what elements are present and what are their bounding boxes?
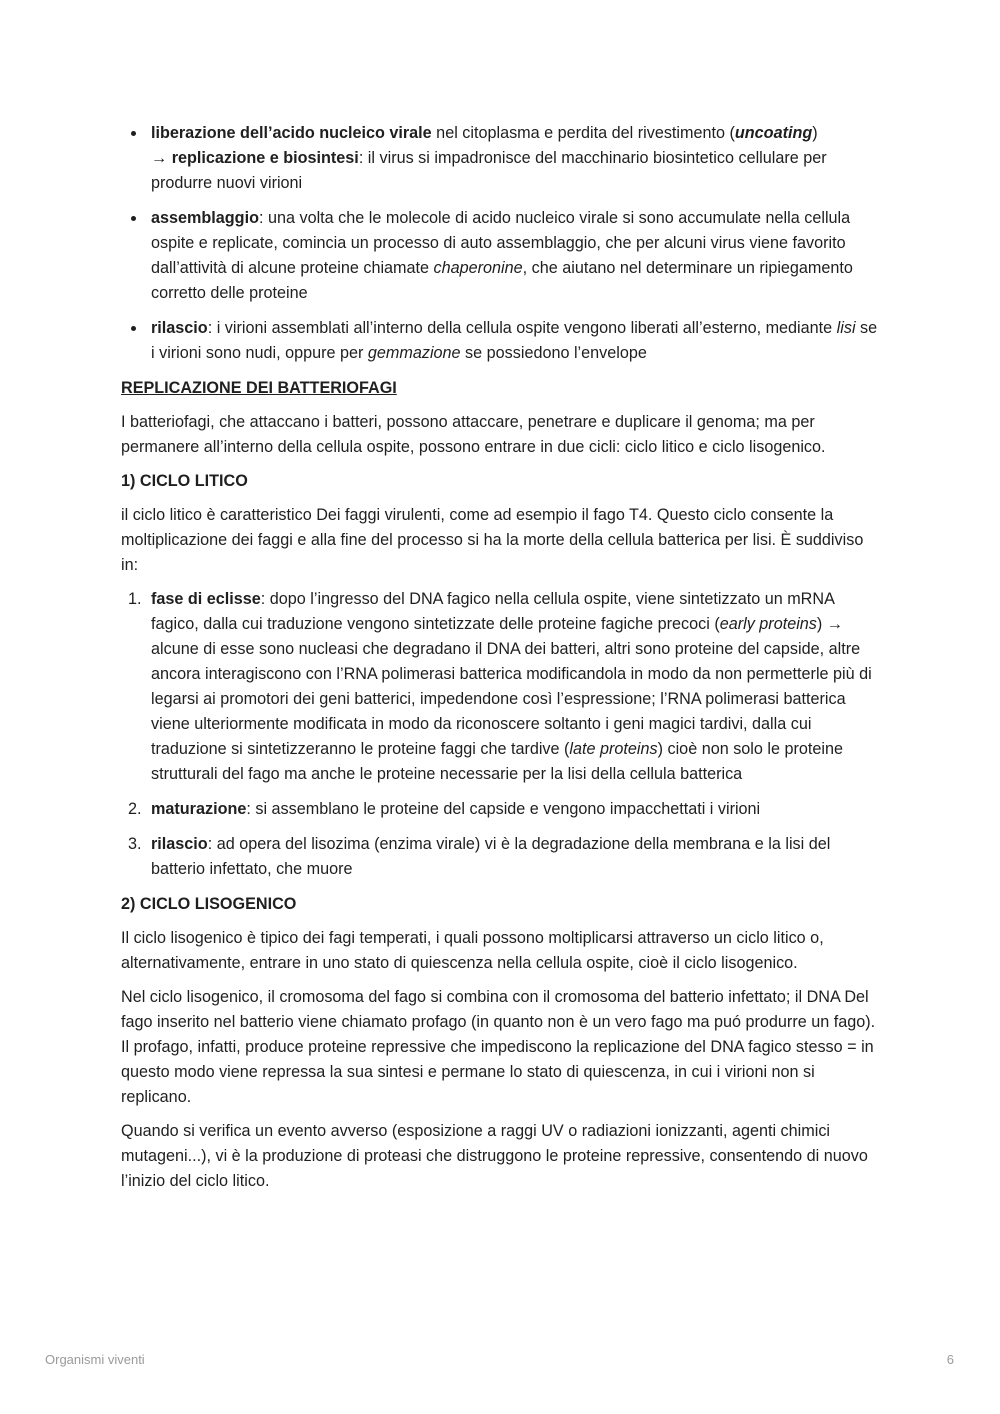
intro-paragraph: I batteriofagi, che attaccano i batteri, possono attaccare, penetrare e duplicare il genoma; ma per permanere all’interno della cellula ospite, possono entrare in due cicli: ciclo litico e ciclo lisogenico. — [121, 413, 826, 456]
list-item: 1. fase di eclisse: dopo l’ingresso del DNA fagico nella cellula ospite, viene sintetizzato un mRNA fagico, dalla cui traduzione vengono sintetizzate delle proteine fagiche precoci (early proteins) → alcune di esse sono nucleasi che degradano il DNA dei batteri, altri sono proteine del capside, altre ancora interagiscono con l’RNA polimerasi batterica modificandola in modo da non permetterle più di legarsi ai promotori dei geni batterici, impedendone così l’espressione; l’RNA polimerasi batterica viene ulteriormente modificata in modo da riconoscere soltanto i geni magici tardivi, dalla cui traduzione si sintetizzeranno le proteine faggi che tardive (late proteins) cioè non solo le proteine strutturali del fago ma anche le proteine necessarie per la lisi della cellula batterica — [121, 587, 881, 787]
term-lisi: lisi — [836, 319, 856, 337]
numbered-list — [121, 587, 881, 882]
term-assemblaggio: assemblaggio — [151, 209, 259, 227]
list-number: 3. — [128, 835, 142, 853]
lisogenico-paragraph-3: Quando si verifica un evento avverso (esposizione a raggi UV o radiazioni ionizzanti, agenti chimici mutageni...), vi è la produzione di proteasi che distruggono le proteine repressive, consentendo di nuovo l’inizio del ciclo litico. — [121, 1122, 868, 1190]
term-early-proteins: early proteins — [719, 615, 817, 633]
term-rilascio: rilascio — [151, 319, 208, 337]
footer-document-title: Organismi viventi — [45, 1352, 145, 1367]
term-liberazione: liberazione dell’acido nucleico virale — [151, 124, 432, 142]
arrow-icon: → — [151, 149, 172, 167]
list-item: 3. rilascio: ad opera del lisozima (enzima virale) vi è la degradazione della membrana e la lisi del batterio infettato, che muore — [121, 832, 881, 882]
term-chaperonine: chaperonine — [433, 259, 523, 277]
list-number: 2. — [128, 800, 142, 818]
litico-intro-paragraph: il ciclo litico è caratteristico Dei faggi virulenti, come ad esempio il fago T4. Questo ciclo consente la moltiplicazione dei faggi e alla fine del processo si ha la morte della cellula batterica per lisi. È suddiviso in: — [121, 506, 864, 574]
lisogenico-paragraph-1: Il ciclo lisogenico è tipico dei fagi temperati, i quali possono moltiplicarsi attraverso un ciclo litico o, alternativamente, entrare in uno stato di quiescenza nella cellula ospite, cioè il ciclo lisogenico. — [121, 929, 824, 972]
term-replicazione: replicazione e biosintesi — [171, 149, 359, 167]
footer-page-number: 6 — [946, 1352, 954, 1367]
term-fase-eclisse: fase di eclisse — [151, 590, 261, 608]
term-rilascio: rilascio — [151, 835, 208, 853]
term-late-proteins: late proteins — [569, 740, 658, 758]
lisogenico-paragraph-2: Nel ciclo lisogenico, il cromosoma del fago si combina con il cromosoma del batterio infettato; il DNA Del fago inserito nel batterio viene chiamato profago (in quanto non è un vero fago ma puó produrre un fago). Il profago, infatti, produce proteine repressive che impediscono la replicazione del DNA fagico stesso = in questo modo viene repressa la sua sintesi e permane lo stato di quiescenza, in cui i virioni non si replicano. — [121, 988, 876, 1106]
litico-title: 1) CICLO LITICO — [121, 472, 248, 490]
term-uncoating: uncoating — [734, 124, 813, 142]
list-number: 1. — [128, 590, 142, 608]
term-gemmazione: gemmazione — [367, 344, 461, 362]
bullet-list — [121, 121, 881, 366]
lisogenico-title: 2) CICLO LISOGENICO — [121, 895, 297, 913]
list-item: 2. maturazione: si assemblano le proteine del capside e vengono impacchettati i virioni — [121, 797, 881, 822]
list-item: rilascio: i virioni assemblati all’interno della cellula ospite vengono liberati all’esterno, mediante lisi se i virioni sono nudi, oppure per gemmazione se possiedono l’envelope — [121, 316, 881, 366]
section-title: REPLICAZIONE DEI BATTERIOFAGI — [121, 379, 397, 397]
list-item: assemblaggio: una volta che le molecole di acido nucleico virale si sono accumulate nella cellula ospite e replicate, comincia un processo di auto assemblaggio, che per alcuni virus viene favorito dall’attività di alcune proteine chiamate chaperonine, che aiutano nel determinare un ripiegamento corretto delle proteine — [121, 206, 881, 306]
list-item: liberazione dell’acido nucleico virale nel citoplasma e perdita del rivestimento (uncoating) → replicazione e biosintesi: il virus si impadronisce del macchinario biosintetico cellulare per produrre nuovi virioni — [121, 121, 881, 196]
page-content — [121, 121, 881, 1203]
term-maturazione: maturazione — [151, 800, 247, 818]
